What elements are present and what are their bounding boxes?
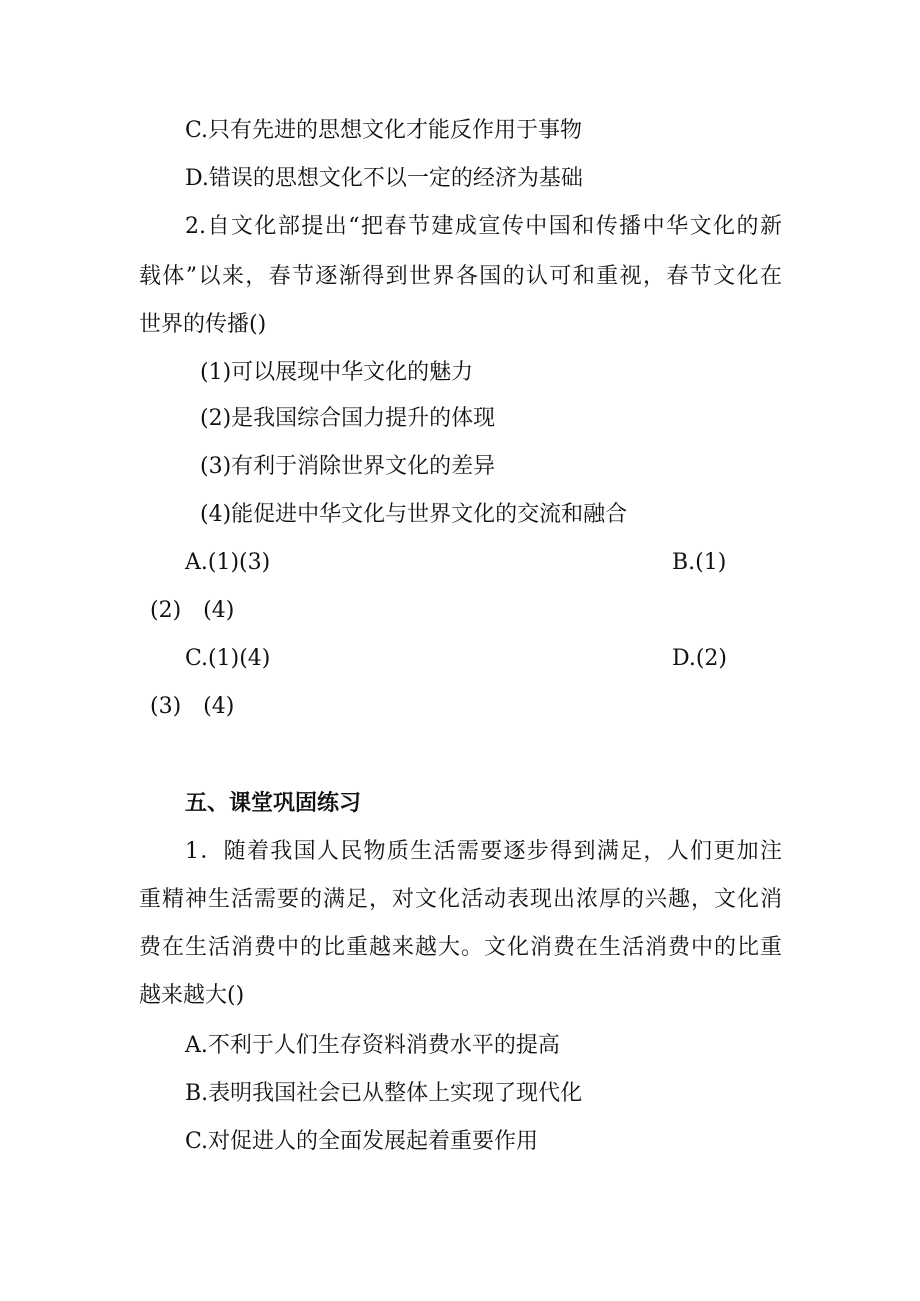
q2-option-d-continued: (3) (4) [150,694,235,719]
s5-option-b: B.表明我国社会已从整体上实现了现代化 [185,1081,583,1106]
q2-item-4: (4)能促进中华文化与世界文化的交流和融合 [200,502,628,527]
q2-option-c: C.(1)(4) [185,646,271,671]
q2-option-d: D.(2) [672,646,728,671]
section-heading: 五、课堂巩固练习 [185,791,362,816]
q2-option-a: A.(1)(3) [185,550,271,575]
s5-q1-line1: 1．随着我国人民物质生活需要逐步得到满足，人们更加注 [185,839,782,864]
s5-option-a: A.不利于人们生存资料消费水平的提高 [185,1033,560,1058]
s5-option-c: C.对促进人的全面发展起着重要作用 [185,1129,539,1154]
s5-q1-line4: 越来越大() [139,983,245,1008]
q2-item-3: (3)有利于消除世界文化的差异 [200,454,496,479]
q2-stem-line2: 载体”以来，春节逐渐得到世界各国的认可和重视，春节文化在 [139,264,782,289]
s5-q1-line2: 重精神生活需要的满足，对文化活动表现出浓厚的兴趣，文化消 [139,887,782,912]
prev-option-d: D.错误的思想文化不以一定的经济为基础 [185,166,583,191]
q2-stem-line3: 世界的传播() [139,312,267,337]
q2-item-1: (1)可以展现中华文化的魅力 [200,360,474,385]
prev-option-c: C.只有先进的思想文化才能反作用于事物 [185,118,583,143]
s5-q1-line3: 费在生活消费中的比重越来越大。文化消费在生活消费中的比重 [139,935,782,960]
q2-stem-line1: 2.自文化部提出“把春节建成宣传中国和传播中华文化的新 [185,214,782,239]
q2-option-b: B.(1) [672,550,727,575]
q2-item-2: (2)是我国综合国力提升的体现 [200,406,496,431]
q2-option-b-continued: (2) (4) [150,598,235,623]
